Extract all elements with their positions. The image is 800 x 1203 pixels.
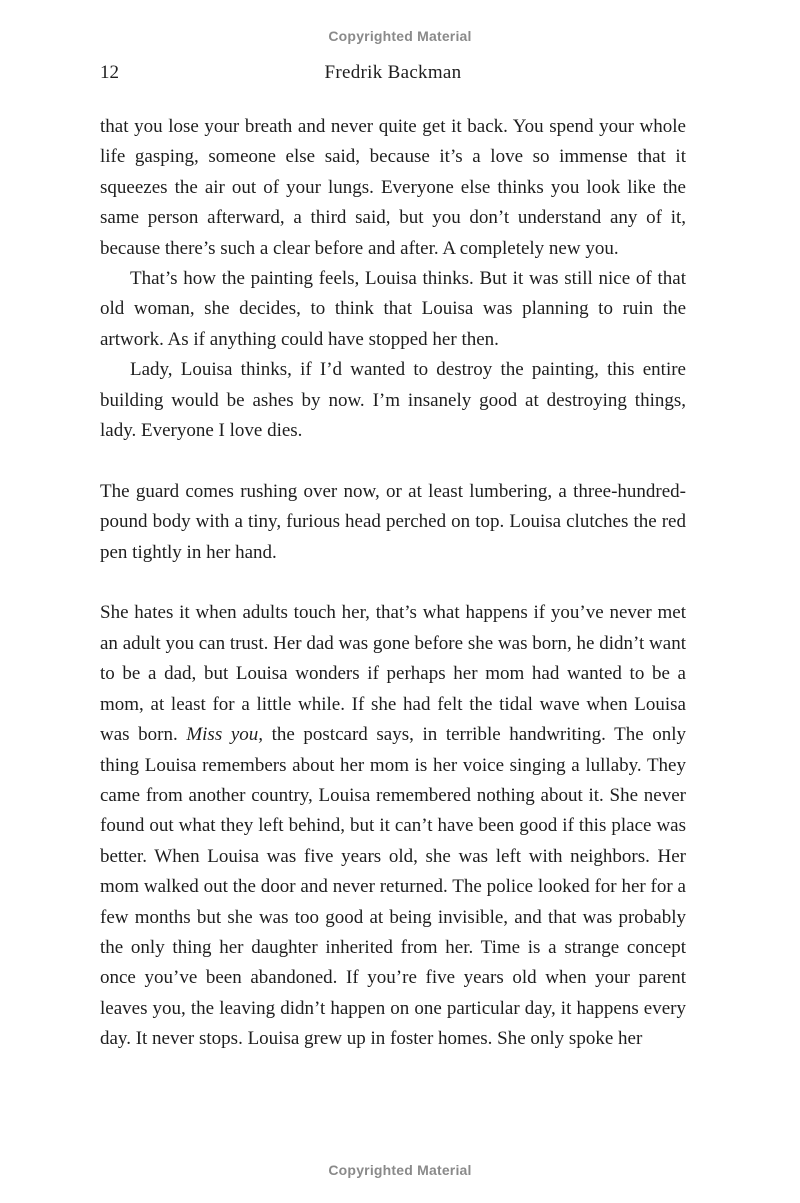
paragraph-5-text-before: She hates it when adults touch her, that’s what happens if you’ve never met an adult you can trust. Her dad was gone before she was born, he didn’t want to be a dad, but Louisa wonders if perhaps her mom had wanted to be a mom, at least for a little while. If she had felt the tidal wave when Louisa was born. — [100, 602, 686, 746]
author-name: Fredrik Backman — [324, 62, 462, 83]
paragraph-5-text-after: the postcard says, in terrible handwriting. The only thing Louisa remembers about her mom is her voice singing a lullaby. They came from another country, Louisa remembered nothing about it. She never found out what they left behind, but it can’t have been good if this place was better. When Louisa was five years old, she was left with neighbors. Her mom walked out the door and never returned. The police looked for her for a few months but she was too good at being invisible, and that was probably the only thing her daughter inherited from her. Time is a strange concept once you’ve been abandoned. If you’re five years old when your parent leaves you, the leaving didn’t happen on one particular day, it happens every day. It never stops. Louisa grew up in foster homes. She only spoke her — [100, 724, 687, 1050]
paragraph-3: Lady, Louisa thinks, if I’d wanted to destroy the painting, this entire building would be ashes by now. I’m insanely good at destroying things, lady. Everyone I love dies. — [100, 359, 686, 442]
postcard-quote: Miss you, — [186, 724, 264, 746]
page-number: 12 — [100, 62, 119, 83]
copyright-watermark-bottom: Copyrighted Material — [328, 1162, 472, 1178]
paragraph-1: that you lose your breath and never quite get it back. You spend your whole life gasping, someone else said, because it’s a love so immense that it squeezes the air out of your lungs. Everyone else thinks you look like the same person afterward, a third said, but you don’t understand any of it, because there’s such a clear before and after. A completely new you. — [100, 116, 686, 259]
body-text — [100, 112, 686, 1055]
running-head — [100, 60, 686, 90]
paragraph-2: That’s how the painting feels, Louisa thinks. But it was still nice of that old woman, she decides, to think that Louisa was planning to ruin the artwork. As if anything could have stopped her then. — [100, 268, 686, 350]
copyright-watermark-top: Copyrighted Material — [328, 28, 472, 44]
paragraph-4: The guard comes rushing over now, or at least lumbering, a three-hundred-pound body with a tiny, furious head perched on top. Louisa clutches the red pen tightly in her hand. — [100, 480, 686, 563]
paragraph-5 — [100, 598, 686, 1054]
